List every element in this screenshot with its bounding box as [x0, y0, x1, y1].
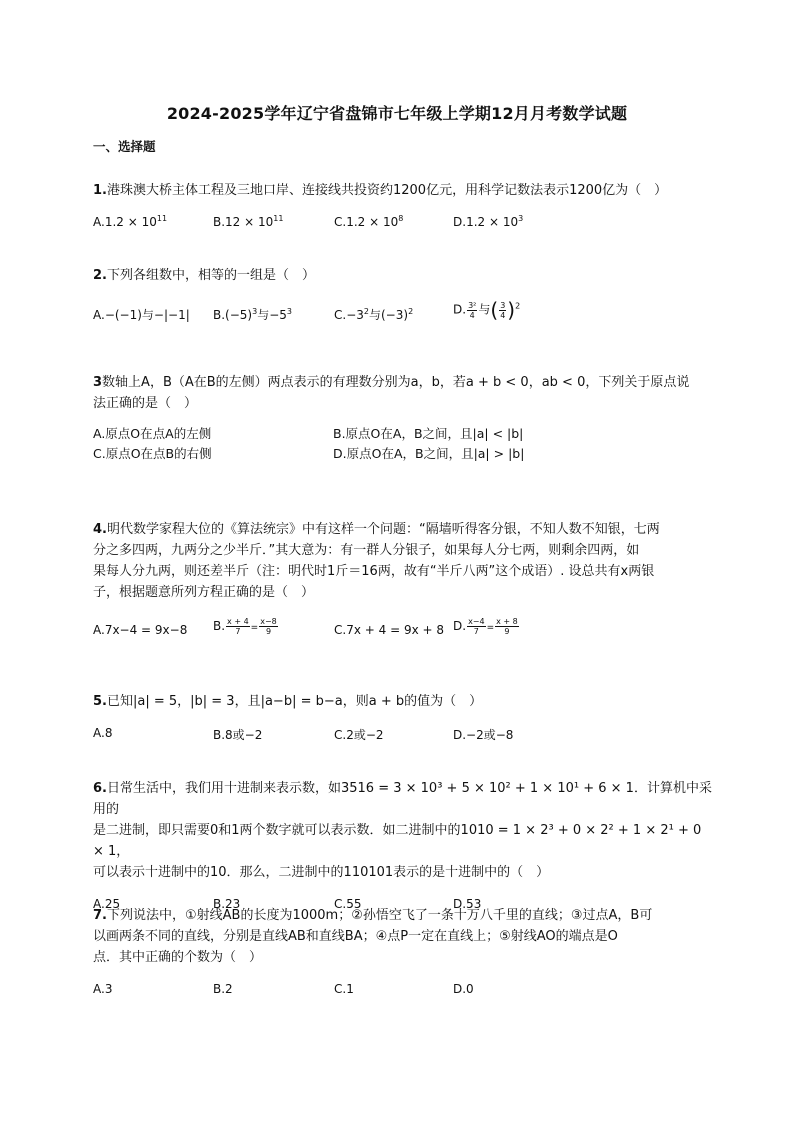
question-4-stem: 4.明代数学家程大位的《算法统宗》中有这样一个问题：“隔墙听得客分银，不知人数不知银，七两 分之多四两，九两分之少半斤．”其大意为：有一群人分银子，如果每人分七两，则剩余四两，如 果每人分九两，则还差半斤（注：明代时1斤＝16两，故有“半斤八两”这个成语）. 设总共有x两银 子，根据题意所列方程正确的是（ ） [93, 522, 660, 600]
option-c[interactable]: $C.1.2 \times 10^8$ [334, 214, 404, 229]
question-1 [93, 180, 705, 235]
option-d[interactable]: D.0 [453, 982, 474, 996]
option-a[interactable]: A.25 [93, 897, 121, 911]
option-d[interactable]: D.53 [453, 897, 482, 911]
question-7-stem: 7.下列说法中，①射线AB的长度为1000m；②孙悟空飞了一条十万八千里的直线；③过点A，B可 以画两条不同的直线，分别是直线AB和直线BA；④点P一定在直线上；⑤射线AO的端点是O 点．其中正确的个数为（ ） [93, 908, 653, 965]
option-a[interactable]: A.7x−4 = 9x−8 [93, 623, 188, 637]
question-number: 6. [93, 781, 107, 796]
question-number: 1. [93, 183, 107, 198]
option-c[interactable]: C.原点O在点B的右侧 [93, 446, 212, 461]
option-b[interactable]: B.原点O在A，B之间，且|a| < |b| [333, 426, 524, 441]
question-number: 7. [93, 908, 107, 923]
fraction: $\frac{x + 8}{9}$ [496, 617, 518, 636]
fraction: $\frac{\text{3²}}{4}$ [468, 300, 477, 320]
options-row [93, 982, 705, 1002]
question-number: 2. [93, 268, 107, 283]
question-1-stem [93, 180, 705, 201]
question-number: 5. [93, 694, 107, 709]
question-4 [93, 519, 705, 643]
question-3-stem: 3数轴上A，B（A在B的左侧）两点表示的有理数分别为a，b，若a + b < 0，ab < 0，下列关于原点说 法正确的是（ ） [93, 375, 690, 411]
fraction: $\frac{x-8}{9}$ [260, 617, 277, 636]
fraction: $\frac{x + 4}{7}$ [227, 617, 249, 636]
option-b[interactable]: B.23 [213, 897, 241, 911]
option-a[interactable]: A.−(−1)与−|−1| [93, 308, 190, 322]
option-d[interactable]: $D.1.2 \times 10^3$ [453, 214, 524, 229]
question-text: 已知|a| = 5，|b| = 3，且|a−b| = b−a，则a + b的值为（ ） [106, 694, 483, 709]
question-number: 4. [93, 522, 107, 537]
option-a[interactable]: A.原点O在点A的左侧 [93, 426, 212, 441]
options-grid [93, 424, 705, 466]
option-d[interactable]: D. $\frac{\text{3²}}{4}$ 与( $\frac{3}{4}$ )$^2$ [453, 298, 521, 322]
option-d[interactable]: D.原点O在A，B之间，且|a| > |b| [333, 446, 525, 461]
options-row [93, 215, 705, 235]
section-heading: 一、选择题 [93, 139, 156, 154]
option-c[interactable]: C.7x + 4 = 9x + 8 [334, 623, 444, 637]
option-b[interactable]: $B.12 \times 10^{11}$ [213, 214, 284, 229]
option-b[interactable]: B.8或−2 [213, 728, 263, 742]
option-a[interactable]: A.3 [93, 982, 113, 996]
options-row [93, 298, 705, 326]
option-a[interactable]: $A.1.2 \times 10^{11}$ [93, 214, 168, 229]
question-5 [93, 691, 705, 746]
option-d[interactable]: D.−2或−8 [453, 728, 514, 742]
options-row [93, 726, 705, 746]
option-c[interactable]: C.55 [334, 897, 362, 911]
option-c[interactable]: C.2或−2 [334, 728, 384, 742]
option-c[interactable]: $C.-3^2$与$(-3)^2$ [334, 307, 414, 322]
options-row [93, 617, 705, 643]
question-6-stem: 6.日常生活中，我们用十进制来表示数，如3516 = 3 × 10³ + 5 × 10² + 1 × 10¹ + 6 × 1．计算机中采用的 是二进制，即只需要0和1两个数字就可以表示数．如二进制中的1010 = 1 × 2³ + 0 × 2² + 1 × 2¹ + 0 × 1， 可以表示十进制中的10．那么，二进制中的110101表示的是十进制中的（ ） [93, 781, 712, 880]
fraction: $\frac{3}{4}$ [500, 300, 506, 320]
option-b[interactable]: B.2 [213, 982, 233, 996]
question-text: 港珠澳大桥主体工程及三地口岸、连接线共投资约1200亿元，用科学记数法表示1200亿为（ ） [106, 183, 668, 198]
option-a[interactable]: A.8 [93, 726, 113, 740]
question-5-stem [93, 691, 705, 712]
question-number: 3 [93, 375, 103, 390]
option-b[interactable]: $B.(-5)^3$与$-5^3$ [213, 307, 292, 322]
question-2 [93, 265, 705, 326]
option-c[interactable]: C.1 [334, 982, 354, 996]
option-b[interactable]: B. $\frac{x + 4}{7}$ = $\frac{x-8}{9}$ [213, 617, 277, 636]
page-title: 2024-2025学年辽宁省盘锦市七年级上学期12月月考数学试题 [166, 104, 628, 123]
question-2-stem [93, 265, 705, 286]
question-7 [93, 905, 705, 1002]
question-text: 下列各组数中，相等的一组是（ ） [106, 268, 315, 283]
question-6 [93, 778, 713, 917]
question-3 [93, 372, 705, 466]
fraction: $\frac{x-4}{7}$ [468, 617, 485, 636]
option-d[interactable]: D. $\frac{x-4}{7}$ = $\frac{x + 8}{9}$ [453, 617, 518, 636]
